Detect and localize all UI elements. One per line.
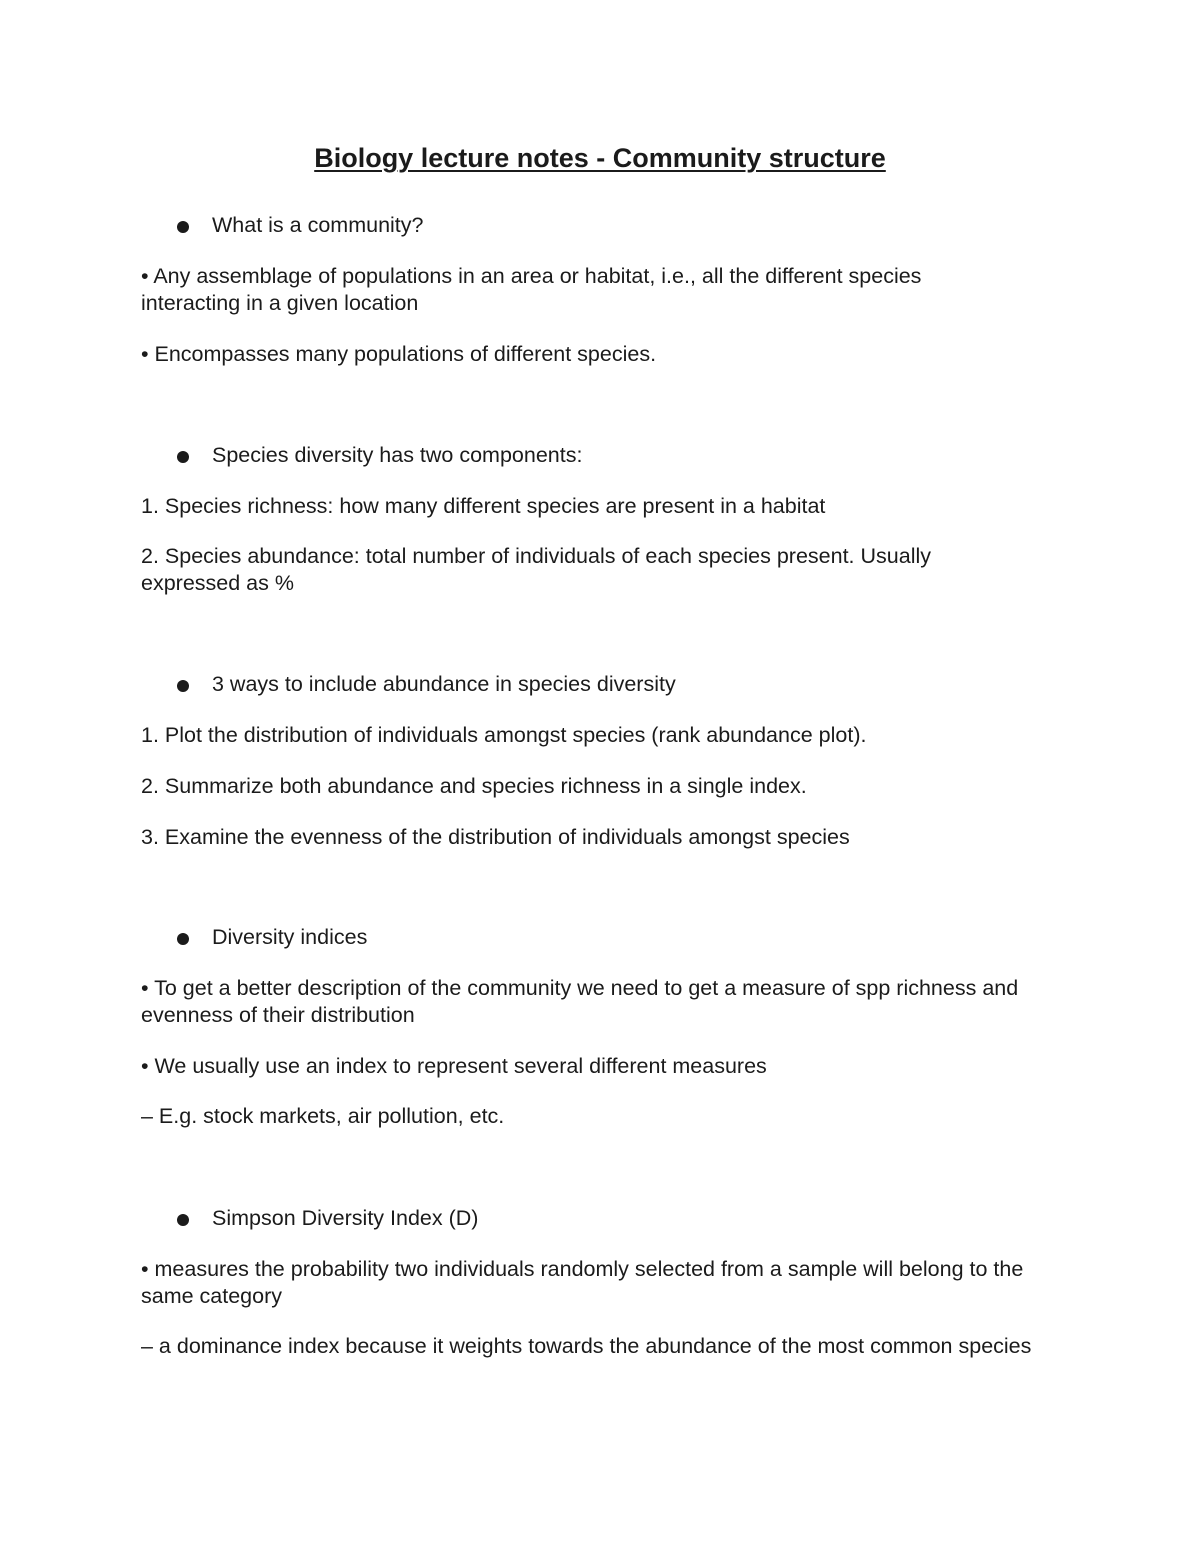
bullet-dot [177, 933, 189, 945]
section-heading-abundance-ways: 3 ways to include abundance in species diversity [212, 672, 676, 696]
body-line: 2. Summarize both abundance and species richness in a single index. [141, 774, 807, 798]
body-line: 1. Species richness: how many different species are present in a habitat [141, 494, 826, 518]
bullet-dot [177, 451, 189, 463]
body-line: • Any assemblage of populations in an area or habitat, i.e., all the different species interacting in a given location [141, 264, 922, 315]
bullet-dot [177, 1214, 189, 1226]
body-line: – a dominance index because it weights towards the abundance of the most common species [141, 1334, 1032, 1358]
body-line: 1. Plot the distribution of individuals amongst species (rank abundance plot). [141, 723, 867, 747]
body-line: • Encompasses many populations of different species. [141, 342, 657, 366]
body-line: • We usually use an index to represent several different measures [141, 1054, 767, 1078]
body-line: 2. Species abundance: total number of individuals of each species present. Usually expressed as % [141, 544, 931, 595]
body-line: 3. Examine the evenness of the distribution of individuals amongst species [141, 825, 850, 849]
section-heading-community: What is a community? [212, 213, 424, 237]
document-title: Biology lecture notes - Community structure [314, 143, 886, 173]
body-line: • To get a better description of the community we need to get a measure of spp richness and evenness of their distribution [141, 976, 1019, 1027]
body-line: – E.g. stock markets, air pollution, etc. [141, 1104, 505, 1128]
bullet-dot [177, 680, 189, 692]
bullet-dot [177, 221, 189, 233]
section-heading-species-diversity: Species diversity has two components: [212, 443, 583, 467]
body-line: • measures the probability two individuals randomly selected from a sample will belong to the same category [141, 1257, 1024, 1308]
section-heading-simpson-index: Simpson Diversity Index (D) [212, 1206, 479, 1230]
section-heading-diversity-indices: Diversity indices [212, 925, 368, 949]
